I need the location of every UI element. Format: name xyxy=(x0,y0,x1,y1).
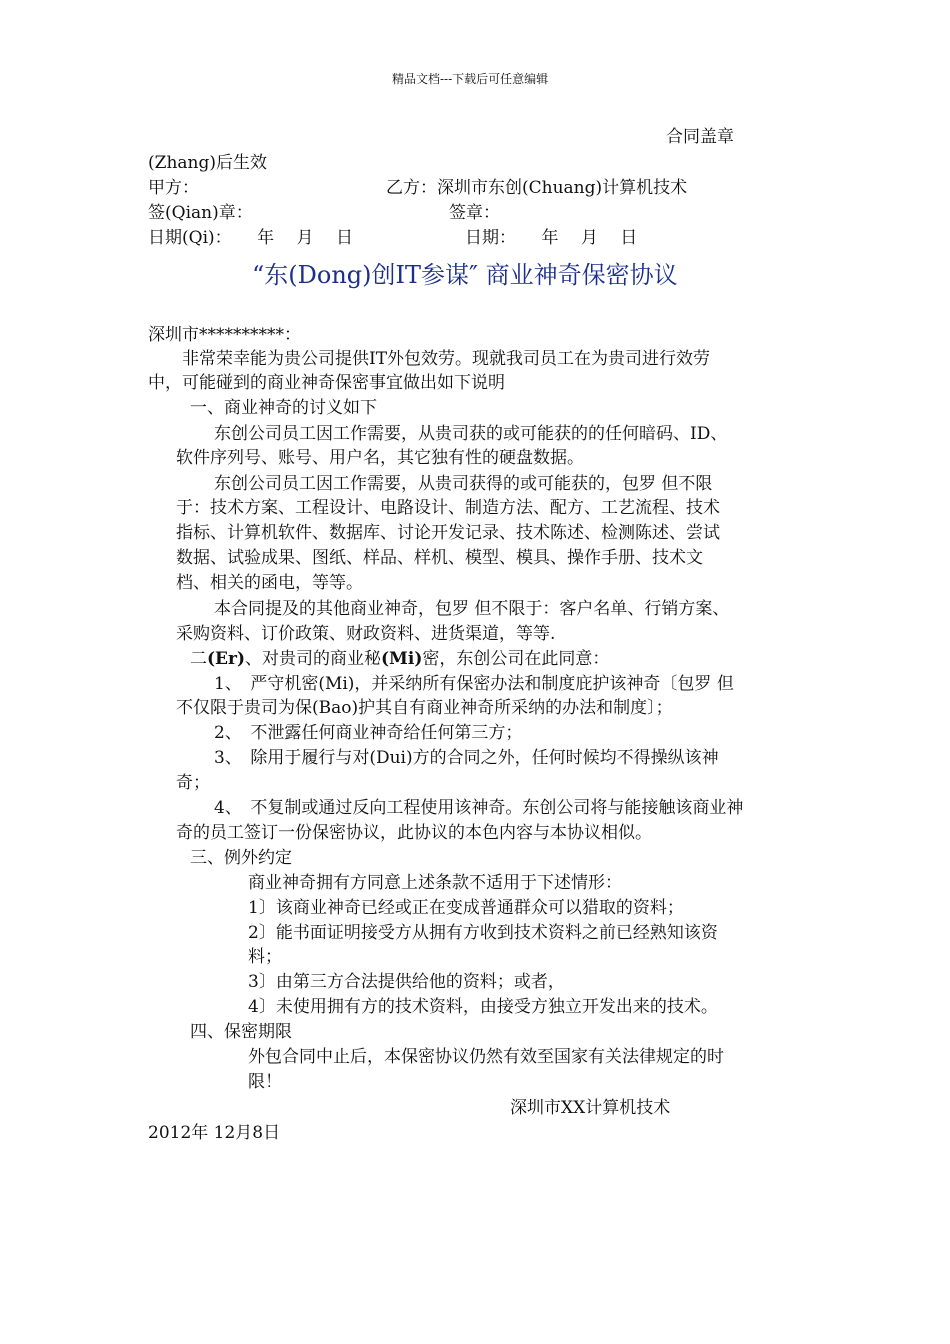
section-3-item-2-line: 2〕能书面证明接受方从拥有方收到技术资料之前已经熟知该资 xyxy=(248,923,718,943)
party-a-label: 甲方： xyxy=(148,178,199,198)
party-b-sign: 签章： xyxy=(449,203,500,223)
section-2-item-3-line: 3、 除用于履行与对(Dui)方的合同之外，任何时候均不得操纵该神 xyxy=(214,748,719,768)
section-4-para-line: 外包合同中止后，本保密协议仍然有效至国家有关法律规定的时 xyxy=(248,1047,724,1067)
section-3-intro: 商业神奇拥有方同意上述条款不适用于下述情形： xyxy=(248,873,622,893)
salutation: 深圳市**********： xyxy=(148,325,301,345)
section-3-item-1: 1〕该商业神奇已经或正在变成普通群众可以猎取的资料； xyxy=(248,898,684,918)
section-1-para-2-line: 指标、计算机软件、数据库、讨论开发记录、技术陈述、检测陈述、尝试 xyxy=(176,523,720,543)
section-1-para-2-line: 于：技术方案、工程设计、电路设计、制造方法、配方、工艺流程、技术 xyxy=(176,498,720,518)
section-1-para-3-line: 采购资料、订价政策、财政资料、进货渠道，等等. xyxy=(176,624,556,644)
section-2-heading: 二(Er)、对贵司的商业秘(Mi)密，东创公司在此同意： xyxy=(190,649,610,669)
section-4-para-line: 限！ xyxy=(248,1072,282,1092)
intro-line-1: 非常荣幸能为贵公司提供IT外包效劳。现就我司员工在为贵司进行效劳 xyxy=(148,349,711,369)
section-1-para-1-line: 东创公司员工因工作需要，从贵司获的或可能获的的任何暗码、ID、 xyxy=(214,424,728,444)
header-watermark: 精品文档---下载后可任意编辑 xyxy=(392,72,549,86)
section-1-para-2-line: 东创公司员工因工作需要，从贵司获得的或可能获的，包罗 但不限 xyxy=(214,474,713,494)
party-a-date: 日期(Qi)： 年 月 日 xyxy=(148,228,353,248)
section-2-item-1-line: 不仅限于贵司为保(Bao)护其自有商业神奇所采纳的办法和制度〕； xyxy=(176,698,673,718)
party-b-date: 日期： 年 月 日 xyxy=(465,228,638,248)
party-a-sign: 签(Qian)章： xyxy=(148,203,253,223)
contract-stamp-line: 合同盖章 xyxy=(666,127,734,147)
section-3-item-2-line: 料； xyxy=(248,947,282,967)
section-2-item-4-line: 奇的员工签订一份保密协议，此协议的本色内容与本协议相似。 xyxy=(176,823,652,843)
section-1-para-3-line: 本合同提及的其他商业神奇，包罗 但不限于：客户名单、行销方案、 xyxy=(214,599,730,619)
section-2-item-4-line: 4、 不复制或通过反向工程使用该神奇。东创公司将与能接触该商业神 xyxy=(214,798,744,818)
intro-line-2: 中，可能碰到的商业神奇保密事宜做出如下说明 xyxy=(148,373,505,393)
section-3-item-3: 3〕由第三方合法提供给他的资料；或者， xyxy=(248,972,565,992)
signer-company: 深圳市XX计算机技术 xyxy=(510,1098,671,1118)
section-3-item-4: 4〕未使用拥有方的技术资料，由接受方独立开发出来的技术。 xyxy=(248,997,718,1017)
section-3-heading: 三、例外约定 xyxy=(190,848,292,868)
party-b-label: 乙方：深圳市东创(Chuang)计算机技术 xyxy=(386,178,688,198)
section-2-item-2: 2、 不泄露任何商业神奇给任何第三方； xyxy=(214,723,523,743)
section-1-para-1-line: 软件序列号、账号、用户名，其它独有性的硬盘数据。 xyxy=(176,448,584,468)
signing-date: 2012年 12月8日 xyxy=(148,1123,281,1143)
effective-line: (Zhang)后生效 xyxy=(148,153,267,173)
section-1-heading: 一、商业神奇的讨义如下 xyxy=(190,398,377,418)
section-4-heading: 四、保密期限 xyxy=(190,1022,292,1042)
section-1-para-2-line: 档、相关的函电，等等。 xyxy=(176,573,363,593)
section-1-para-2-line: 数据、试验成果、图纸、样品、样机、模型、模具、操作手册、技术文 xyxy=(176,548,703,568)
section-2-item-1-line: 1、 严守机密(Mi)，并采纳所有保密办法和制度庇护该神奇〔包罗 但 xyxy=(214,674,734,694)
document-title: “东(Dong)创IT参谋″ 商业神奇保密协议 xyxy=(252,261,678,289)
section-2-item-3-line: 奇； xyxy=(176,773,210,793)
